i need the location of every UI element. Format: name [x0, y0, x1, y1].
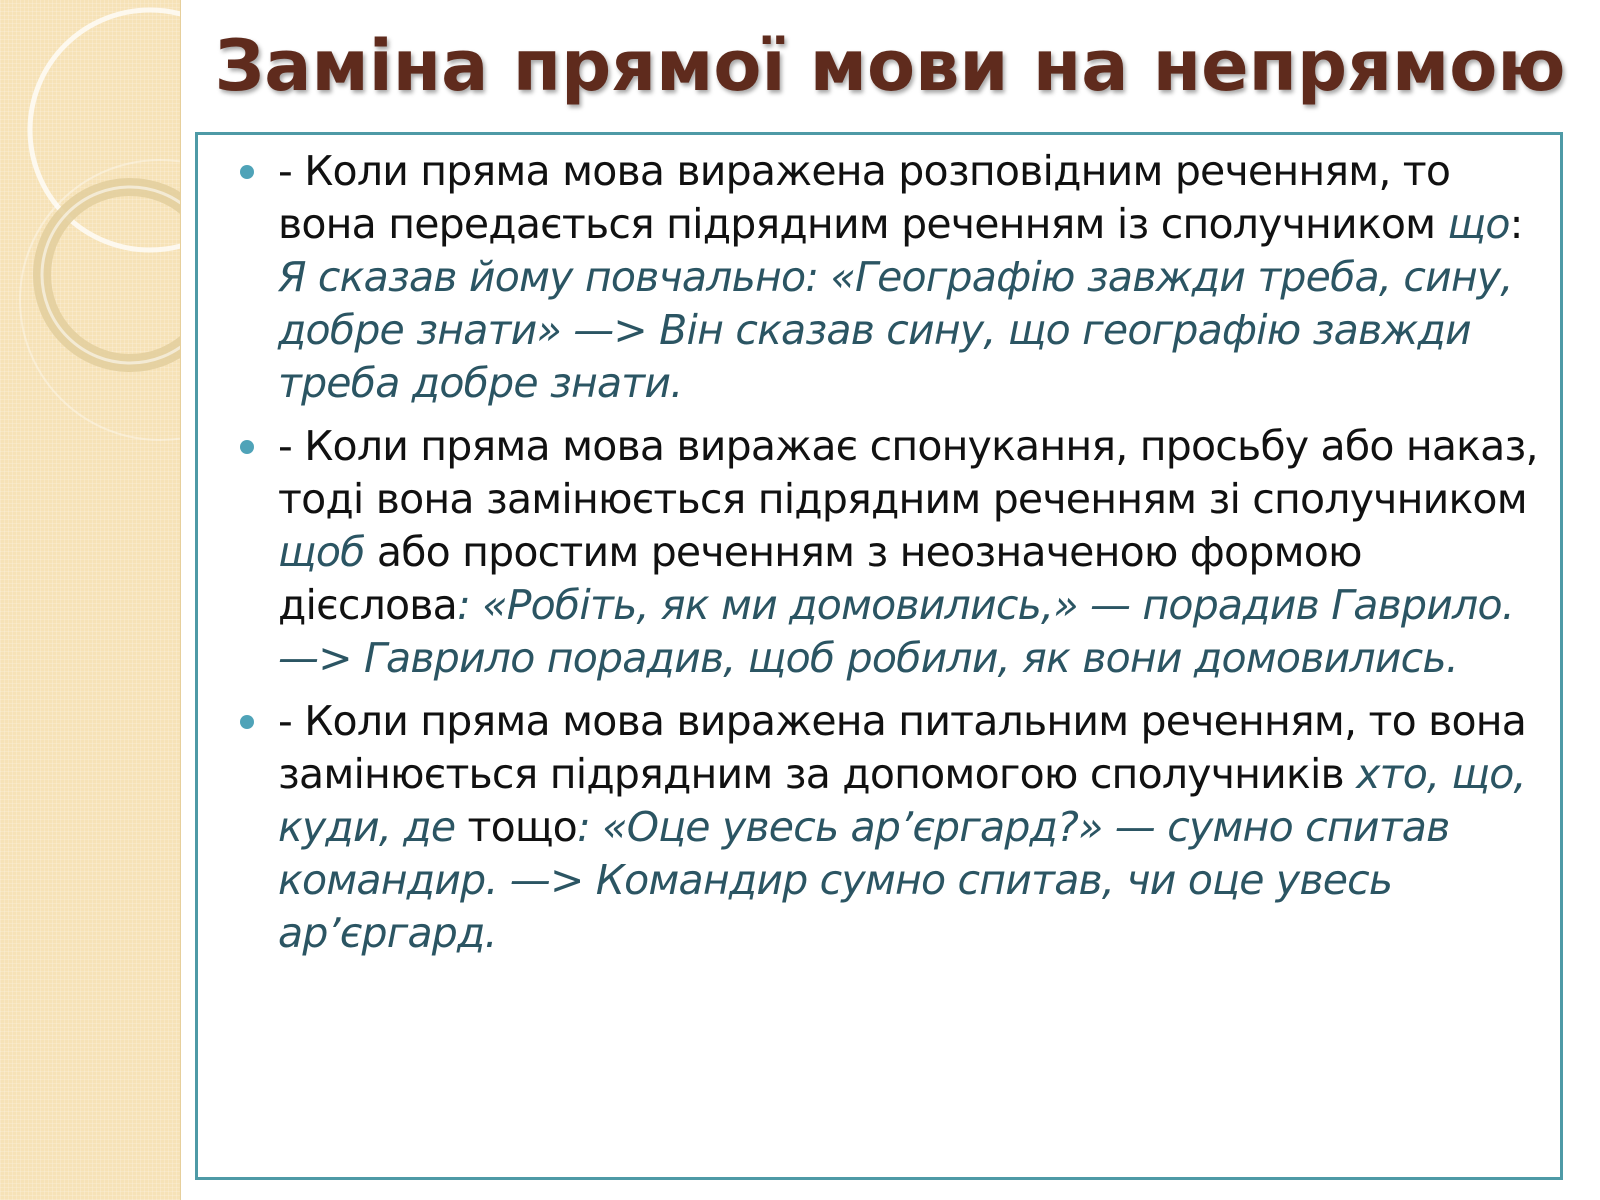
bullet-3-text-continued: тощо [455, 803, 577, 851]
bullet-1-conjunction: що [1447, 200, 1510, 248]
bullet-item-1 [240, 145, 1544, 410]
bullet-3-conjunctions: хто, що, куди, де [278, 750, 1526, 851]
bullet-2-text-continued: або простим реченням з неозначеною формою дієслова [278, 528, 1362, 629]
slide-title: Заміна прямої мови на непрямою [214, 25, 1566, 107]
bullet-1-colon: : [1509, 200, 1523, 248]
decorative-rings-icon [0, 0, 180, 1200]
bullet-1-text: - Коли пряма мова виражена розповідним реченням, то вона передається підрядним реченням із сполучником [278, 147, 1451, 248]
bullet-1-example: Я сказав йому повчально: «Географію завжди треба, сину, добре знати» —> Він сказав сину, що географію завжди треба добре знати. [278, 253, 1513, 407]
bullet-3-example: : «Оце увесь ар’єргард?» — сумно спитав командир. —> Командир сумно спитав, чи оце увесь ар’єргард. [278, 803, 1450, 957]
bullet-2-example: : «Робіть, як ми домовились,» — порадив Гаврило. —> Гаврило порадив, щоб робили, як вони домовились. [278, 581, 1514, 682]
bullet-2-conjunction: щоб [278, 528, 365, 576]
bullet-dot-icon [240, 715, 254, 729]
decorative-side-panel [0, 0, 181, 1200]
content-box [195, 132, 1563, 1180]
bullet-dot-icon [240, 440, 254, 454]
bullet-item-2 [240, 420, 1544, 685]
bullet-2-text: - Коли пряма мова виражає спонукання, просьбу або наказ, тоді вона замінюється підрядним реченням зі сполучником [278, 422, 1538, 523]
bullet-item-3 [240, 695, 1544, 960]
bullet-list [240, 145, 1544, 960]
bullet-dot-icon [240, 165, 254, 179]
bullet-3-text: - Коли пряма мова виражена питальним реченням, то вона замінюється підрядним за допомогою сполучників [278, 697, 1527, 798]
